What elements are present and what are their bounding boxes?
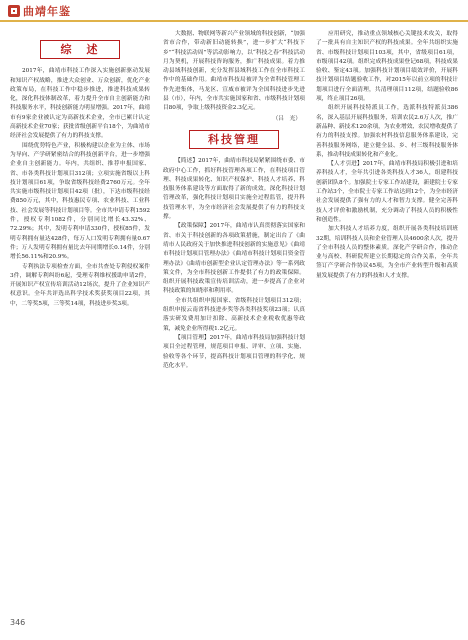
paragraph: 加大科技人才培养力度，组织开展各类科技培训班32期，培训科技人员和企业管理人员4600余人次，提升了全市科技人员的整体素质。深化产学研合作，推动企业与高校、科研院所建立长期稳定的合作关系，全年共签订产学研合作协议45项，为全市产业转型升级和高质量发展提供了有力的科技和人才支撑。 [316, 226, 458, 279]
column-middle [163, 30, 305, 371]
paragraph: 【政策保障】2017年，曲靖市认真贯彻落实国家和省、市关于科技创新的各项政策措施，制定出台了《曲靖市人民政府关于加快推进科技创新的实施意见》《曲靖市科技计划项目管理办法》《曲靖市科技计划项目资金管理办法》《曲靖市创新型企业认定管理办法》等一系列政策文件，为全市科技创新工作提供了有力的政策保障。组织开展科技政策宣传培训活动，进一步提高了企业对科技政策的知晓率和利用率。 [163, 223, 305, 295]
paragraph: 【简述】2017年，曲靖市科技局紧紧围绕市委、市政府中心工作，抓好科技管理各项工作，在科技项目管理、科技成果转化、知识产权保护、科技人才培养、科技服务体系建设等方面取得了新的成效。深化科技计划管理改革，强化科技计划项目实施全过程监管，提升科技管理水平，为全市经济社会发展提供了有力的科技支撑。 [163, 158, 305, 221]
section-heading-overview: 综 述 [40, 40, 120, 59]
paragraph: 【人才引进】2017年，曲靖市科技局积极引进和培养科技人才，全年共引进各类科技人才36人，组建科技创新团队8个。加强院士专家工作站建设，新建院士专家工作站3个，全市院士专家工作站达到12个，为全市经济社会发展提供了强有力的人才和智力支撑。健全完善科技人才评价和激励机制，充分调动了科技人员的积极性和创造性。 [316, 161, 458, 223]
column-right [316, 30, 458, 281]
paragraph: 应用研究，推动重点领域核心关键技术攻关，取得了一批具有自主知识产权的科技成果。全年共组织实施省、市级科技计划项目103项，其中，省级项目61项，市级项目42项。组织完成科技成果登记68项，科技成果验收、鉴定43项。加强科技计划项目绩效评价，开展科技计划项目结题验收工作，对2015年以前立项的科技计划项目进行全面清理，共清理项目112项，结题验收86项，终止项目26项。 [316, 31, 458, 103]
paragraph: 组织开展科技特派员工作，选派科技特派员386名，深入基层开展科技服务，培训农民2.6万人次，推广新品种、新技术120余项，为农业增效、农民增收提供了有力的科技支撑。加强农村科技信息服务体系建设，完善科技服务网络，建立健全县、乡、村三级科技服务体系，推动科技成果转化和产业化。 [316, 105, 458, 158]
paragraph: 围绕优势特色产业，积极构建以企业为主体、市场为导向、产学研紧密结合的科技创新平台，进一步增强企业自主创新能力。年内，共组织、推荐申报国家、省、市各类科技计划项目312项；立项实施省级以上科技计划项目61项，争取省级科技经费2760万元。全年共实施市级科技计划项目42项（批），下达市级科技经费850万元，其中，科技惠民专项、农业科技、工业科技、社会发展等科技计划项目等。全市共申请专利1592件，授权专利1082件，分别同比增长43.32%、72.29%；其中，发明专利申请330件，授权85件，发明专利拥有量达428件，每万人口发明专利拥有量0.67件；万人发明专利拥有量比去年同期增长0.14件，分别增长56.11%和20.9%。 [10, 142, 150, 261]
header-rule [0, 20, 468, 22]
paragraph: 2017年，曲靖市科技工作深入实施创新驱动发展和知识产权战略，推进大众创业、万众创新，优化产业政策布局，在科技工作中稳步推进，推进科技成果转化，深化科技体制改革，着力提升全市自主创新能力和科技服务水平，科技创新能力明显增强。2017年，曲靖市有9家企业被认定为高新技术企业，全市已累计认定高新技术企业70家；获批省级创新平台18个，为曲靖市经济社会发展提供了有力的科技支撑。 [10, 68, 150, 140]
paragraph: 【项目管理】2017年，曲靖市科技局加强科技计划项目全过程管理，规范项目申报、评审、立项、实施、验收等各个环节，提高科技计划项目管理的科学化、规范化水平。 [163, 334, 305, 369]
paragraph: 专利执法专项检查方面，全市共查处专利侵权案件3件，调解专利纠纷6起，受理专利维权援助申请2件，开展知识产权宣传培训活动12场次，提升了企业知识产权意识。全年共评选出科学技术奖获奖项目22项，其中，二等奖5项，三等奖14项，科技进步奖3项。 [10, 263, 150, 307]
yearbook-logo [8, 4, 71, 18]
paragraph: 全市共组织申报国家、省级科技计划项目312项；组织申报云南省科技进步奖等各类科技奖项23项；认真落实研发费用加计扣除、高新技术企业税收优惠等政策，减免企业所得税1.2亿元。 [163, 297, 305, 332]
author-credit: （吕 光） [272, 115, 301, 122]
paragraph: 大数据、物联网等新兴产业领域的科技创新，“加强省市合作，带动新旧动能转换”，进一步扩大“科技下乡”“科技活动周”等活动影响力，以“科技之春”科技活动月为契机，开展科技咨询服务，推广科技成果。着力推动县域科技创新，充分发挥县域科技工作在全市科技工作中的基础作用。曲靖市科技局被评为全省科技管理工作先进集体，马龙区、宣威市被评为全国科技进步先进县（市），年内，全市共实施国家和省、市级科技计划项目80项，争取上级科技资金2.3亿元。 [163, 31, 305, 112]
logo-emblem-icon [8, 5, 20, 17]
section-heading-management: 科技管理 [189, 130, 279, 149]
logo-text: 曲靖年鉴 [23, 5, 71, 18]
page-number: 346 [10, 618, 26, 627]
page-header [0, 0, 468, 22]
column-left [10, 34, 150, 309]
